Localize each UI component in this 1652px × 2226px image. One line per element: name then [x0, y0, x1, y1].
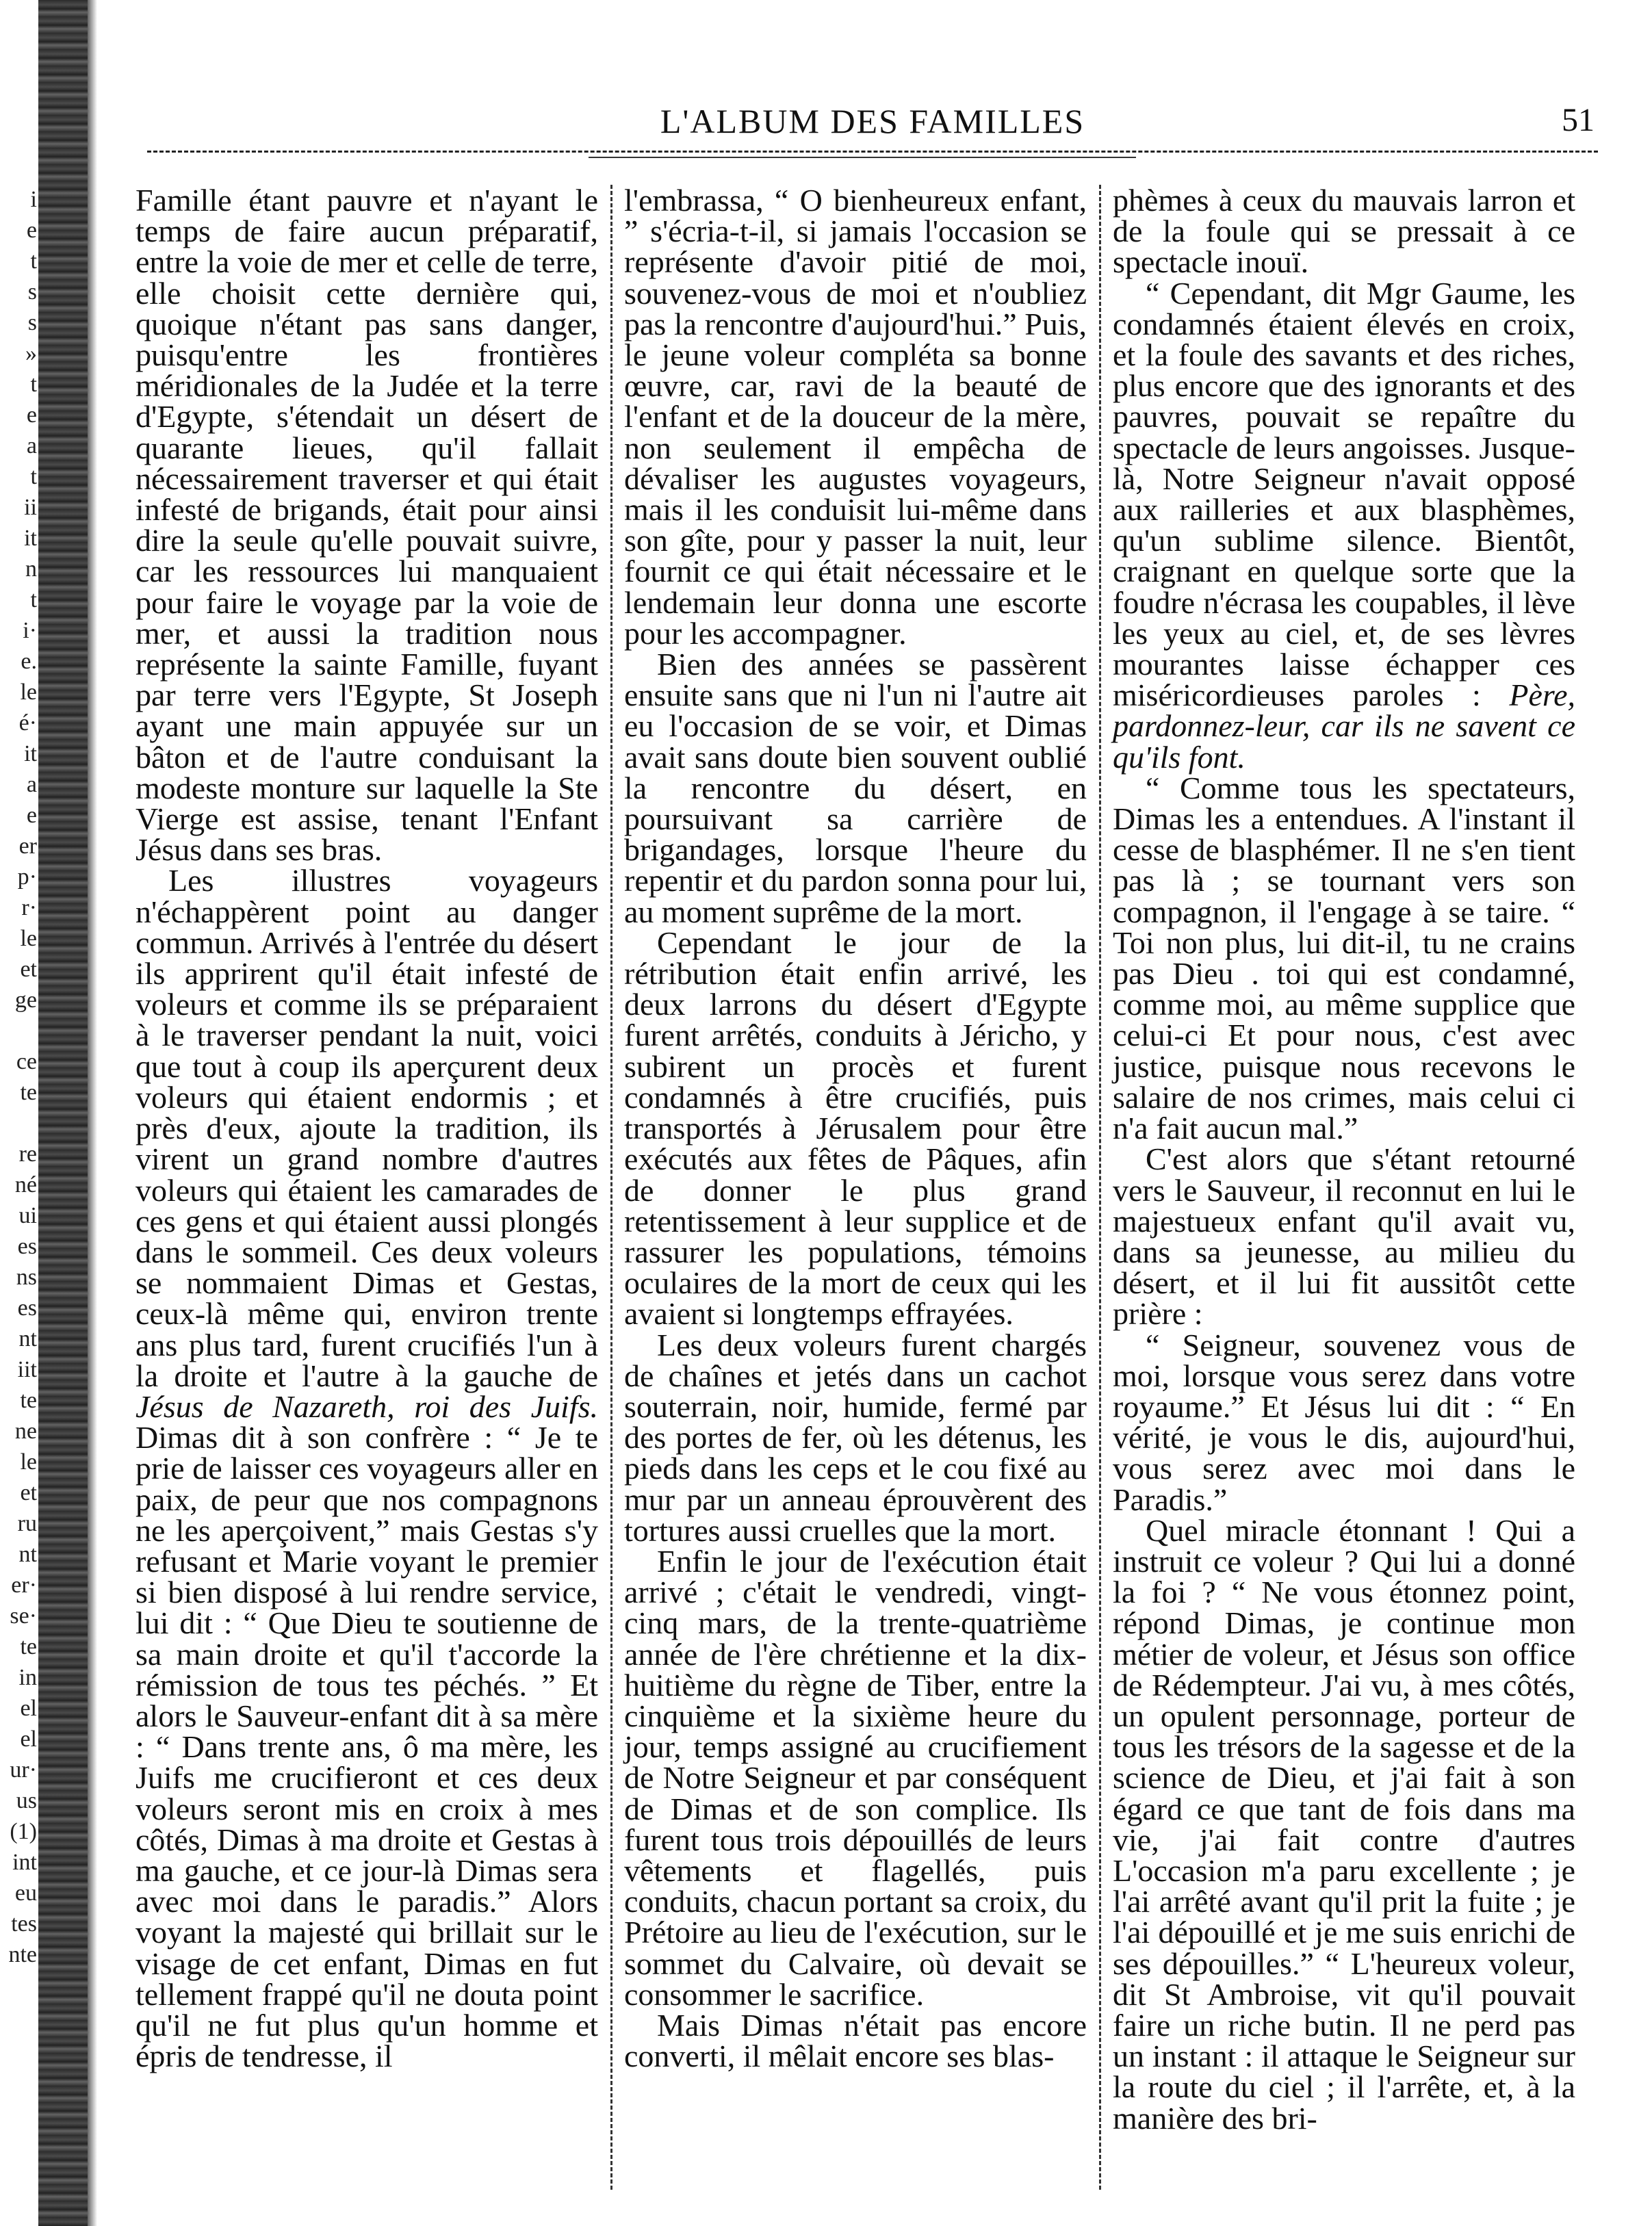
margin-fragment: a: [26, 772, 37, 797]
margin-fragment: n: [25, 556, 37, 582]
margin-fragment: nt: [18, 1542, 37, 1567]
text-run: Les deux voleurs furent chargés de chaînes et jetés dans un cachot souterrain, noir, humide, fermé par des portes de fer, où les détenus, les pieds dans les ceps et le cou fixé au mur par un anneau éprouvèrent des tortures aussi cruelles que la mort.: [624, 1327, 1087, 1548]
margin-fragment: nte: [8, 1942, 37, 1967]
margin-fragment: in: [18, 1665, 37, 1690]
margin-fragment: e: [26, 402, 37, 428]
margin-fragment: [0, 1109, 37, 1139]
binding-shadow: [38, 0, 88, 2226]
margin-fragment: te: [20, 1080, 37, 1105]
paragraph: [1113, 275, 1575, 775]
margin-fragment: »: [25, 341, 37, 366]
text-run: “ Comme tous les spectateurs, Dimas les a entendues. A l'instant il cesse de blasphémer. Il ne s'en tient pas là ; se tournant vers son compagnon, il l'engage à se taire. “ Toi non plus, lui dit-il, tu ne crains pas Dieu . toi qui est condamné, comme moi, au même supplice que celui-ci Et pour nous, c'est avec justice, puisque nous recevons le salaire de nos crimes, mais celui ci n'a fait aucun mal.”: [1113, 770, 1575, 1146]
italic-run: Jésus de Nazareth, roi des Juifs.: [135, 1388, 598, 1424]
running-title: L'ALBUM DES FAMILLES: [660, 102, 1085, 140]
margin-fragment: e.: [21, 649, 37, 674]
paragraph: [624, 185, 1087, 649]
margin-fragment: ce: [16, 1049, 37, 1074]
previous-page-fragments: [0, 185, 37, 1971]
paragraph: [1113, 1512, 1575, 2136]
text-run: Dimas dit à son confrère : “ Je te prie de laisser ces voyageurs aller en paix, de peur que nos compagnons ne les aperçoivent,” mais Gestas s'y refusant et Marie voyant le premier si bien disposé à lui rendre service, lui dit : “ Que Dieu te soutienne de sa main droite et qu'il t'accorde la rémission de tous tes péchés. ” Et alors le Sauveur-enfant dit à sa mère : “ Dans trente ans, ô ma mère, les Juifs me crucifieront et ces deux voleurs seront mis en croix à mes côtés, Dimas à ma droite et Gestas à ma gauche, et ce jour-là Dimas sera avec moi dans le paradis.” Alors voyant la majesté qui brillait sur le visage de cet enfant, Dimas en fut tellement frappé qu'il ne douta point qu'il ne fut plus qu'un homme et épris de tendresse, il: [135, 1420, 598, 2074]
margin-fragment: ns: [16, 1265, 37, 1290]
text-run: Mais Dimas n'était pas encore converti, il mêlait encore ses blas-: [624, 2007, 1087, 2074]
margin-fragment: é·: [18, 710, 37, 736]
margin-fragment: r·: [21, 895, 37, 920]
margin-fragment: i: [30, 187, 37, 212]
paragraph: [624, 1327, 1087, 1548]
margin-fragment: [0, 1016, 37, 1047]
binding-edge: [88, 0, 97, 2226]
paragraph: [624, 2007, 1087, 2074]
margin-fragment: i·: [23, 618, 37, 643]
text-run: Quel miracle étonnant ! Qui a instruit ce voleur ? Qui lui a donné la foi ? “ Ne vous étonnez point, répond Dimas, je continue mon métier de voleur, et Jésus son office de Rédempteur. J'ai vu, à mes côtés, un opulent personnage, porteur de tous les trésors de la sagesse et de la science de Dieu, et j'ai fait à son égard ce que tant de fois dans ma vie, j'ai fait contre d'autres L'occasion m'a paru excellente ; je l'ai arrêté avant qu'il prit la fuite ; je l'ai dépouillé et je me suis enrichi de ses dépouilles.” “ L'heureux voleur, dit St Ambroise, vit qu'il pouvait faire un riche butin. Il ne perd pas un instant : il attaque le Seigneur sur la route du ciel ; il l'arrête, et, à la manière des bri-: [1113, 1512, 1575, 2136]
column-separator: [606, 185, 616, 2190]
margin-fragment: re: [18, 1141, 37, 1167]
column-middle: [616, 185, 1095, 2190]
text-run: “ Cependant, dit Mgr Gaume, les condamnés étaient élevés en croix, et la foule des savants et des riches, plus encore que des ignorants et des pauvres, pouvait se repaître du spectacle de leurs angoisses. Jusque-là, Notre Seigneur n'avait opposé aux railleries et aux blasphèmes, qu'un sublime silence. Bientôt, craignant en quelque sorte que la foudre n'écrasa les coupables, il lève les yeux au ciel, et, de ses lèvres mourantes laisse échapper ces miséricordieuses paroles :: [1113, 275, 1575, 713]
text-run: Bien des années se passèrent ensuite sans que ni l'un ni l'autre ait eu l'occasion de se voir, et Dimas avait sans doute bien souvent oublié la rencontre du désert, en poursuivant sa carrière de brigandages, lorsque l'heure du repentir et du pardon sonna pour lui, au moment suprême de la mort.: [624, 647, 1087, 929]
text-run: C'est alors que s'étant retourné vers le Sauveur, il reconnut en lui le majestueux enfant qu'il avait vu, dans sa jeunesse, au milieu du désert, et il lui fit aussitôt cette prière :: [1113, 1141, 1575, 1332]
margin-fragment: int: [12, 1850, 37, 1875]
margin-fragment: el: [20, 1726, 37, 1752]
paragraph: [1113, 1141, 1575, 1332]
margin-fragment: er·: [11, 1573, 37, 1598]
text-columns: [127, 185, 1605, 2190]
paragraph: [135, 863, 598, 2074]
margin-fragment: a: [26, 433, 37, 458]
margin-fragment: t: [30, 372, 37, 397]
text-run: Enfin le jour de l'exécution était arrivé ; c'était le vendredi, vingt-cinq mars, de la trente-quatrième année de l'ère chrétienne et la dix-huitième du règne de Tiber, entre la cinquième et la sixième heure du jour, temps assigné au crucifiement de Notre Seigneur et par conséquent de Dimas et de son complice. Ils furent tous trois dépouillés de leurs vêtements et flagellés, puis conduits, chacun portant sa croix, du Prétoire au lieu de l'exécution, sur le sommet du Calvaire, où devait se consommer le sacrifice.: [624, 1543, 1087, 2012]
paragraph: [624, 1543, 1087, 2012]
margin-fragment: te: [20, 1388, 37, 1413]
paragraph: [624, 924, 1087, 1332]
margin-fragment: ii: [24, 495, 37, 520]
margin-fragment: t: [30, 248, 37, 274]
text-run: Les illustres voyageurs n'échappèrent point au danger commun. Arrivés à l'entrée du désert ils apprirent qu'il était infesté de voleurs et comme ils se préparaient à le traverser pendant la nuit, voici que tout à coup ils aperçurent deux voleurs qui étaient endormis ; et près d'eux, ajoute la tradition, ils virent un grand nombre d'autres voleurs qui étaient les camarades de ces gens et qui étaient aussi plongés dans le sommeil. Ces deux voleurs se nommaient Dimas et Gestas, ceux-là même qui, environ trente ans plus tard, furent crucifiés l'un à la droite et l'autre à la gauche de: [135, 863, 598, 1393]
margin-fragment: te: [20, 1634, 37, 1659]
text-run: Cependant le jour de la rétribution était enfin arrivé, les deux larrons du désert d'Egypte furent arrêtés, conduits à Jéricho, y subirent un procès et furent condamnés à être crucifiés, puis transportés à Jérusalem pour être exécutés aux fêtes de Pâques, afin de donner le plus grand retentissement à leur supplice et de rassurer les populations, témoins oculaires de la mort de ceux qui les avaient si longtemps effrayées.: [624, 924, 1087, 1332]
margin-fragment: le: [20, 926, 37, 951]
margin-fragment: ui: [18, 1203, 37, 1228]
column-separator: [1095, 185, 1105, 2190]
margin-fragment: né: [14, 1172, 37, 1198]
text-run: phèmes à ceux du mauvais larron et de la foule qui se pressait à ce spectacle inouï.: [1113, 183, 1575, 280]
margin-fragment: t: [30, 587, 37, 612]
italic-run: Père, pardonnez-leur, car ils ne savent ce qu'ils font.: [1113, 677, 1575, 775]
margin-fragment: (1): [10, 1819, 37, 1844]
margin-fragment: e: [26, 803, 37, 828]
text-run: l'embrassa, “ O bienheureux enfant, ” s'écria-t-il, si jamais l'occasion se représente d'avoir pitié de moi, souvenez-vous de moi et n'oubliez pas la rencontre d'aujourd'hui.” Puis, le jeune voleur compléta sa bonne œuvre, car, ravi de la beauté de l'enfant et de la douceur de la mère, non seulement il empêcha de dévaliser les augustes voyageurs, mais il les conduisit lui-même dans son gîte, pour y passer la nuit, leur fournit ce qui était nécessaire et le lendemain leur donna une escorte pour les accompagner.: [624, 183, 1087, 651]
margin-fragment: et: [20, 957, 37, 982]
margin-fragment: es: [17, 1295, 37, 1321]
margin-fragment: nt: [18, 1326, 37, 1351]
header-rule-ornament: [589, 157, 1136, 158]
margin-fragment: t: [30, 464, 37, 489]
column-left: [127, 185, 606, 2190]
margin-fragment: ge: [14, 987, 37, 1013]
margin-fragment: us: [16, 1788, 37, 1813]
paragraph: [624, 649, 1087, 927]
margin-fragment: tes: [11, 1911, 37, 1937]
margin-fragment: e: [26, 218, 37, 243]
margin-fragment: er: [18, 833, 37, 859]
margin-fragment: s: [27, 310, 37, 335]
paragraph: [1113, 185, 1575, 278]
paragraph: [1113, 1327, 1575, 1517]
page-number: 51: [1562, 102, 1595, 138]
margin-fragment: ur·: [10, 1757, 37, 1783]
text-run: Famille étant pauvre et n'ayant le temps de faire aucun préparatif, entre la voie de mer et celle de terre, elle choisit cette dernière qui, quoique n'étant pas sans danger, puisqu'entre les frontières méridionales de la Judée et la terre d'Egypte, s'étendait un désert de quarante lieues, qu'il fallait nécessairement traverser et qui était infesté de brigands, était pour ainsi dire la seule qu'elle pouvait suivre, car les ressources lui manquaient pour faire le voyage par la voie de mer, et aussi la tradition nous représente la sainte Famille, fuyant par terre vers l'Egypte, St Joseph ayant une main appuyée sur un bâton et de l'autre conduisant la modeste monture sur laquelle la Ste Vierge est assise, tenant l'Enfant Jésus dans ses bras.: [135, 183, 598, 868]
header-rule: [147, 151, 1598, 153]
margin-fragment: iit: [17, 1357, 37, 1382]
margin-fragment: it: [24, 741, 37, 766]
margin-fragment: ne: [14, 1419, 37, 1444]
margin-fragment: le: [20, 680, 37, 705]
page-header: [137, 101, 1608, 149]
margin-fragment: s: [27, 279, 37, 305]
margin-fragment: se·: [10, 1603, 37, 1629]
margin-fragment: it: [24, 526, 37, 551]
margin-fragment: le: [20, 1449, 37, 1475]
margin-fragment: p·: [17, 864, 37, 890]
margin-fragment: eu: [14, 1880, 37, 1906]
margin-fragment: et: [20, 1480, 37, 1505]
paragraph: [1113, 770, 1575, 1146]
paragraph: [135, 183, 598, 868]
column-right: [1105, 185, 1584, 2190]
margin-fragment: el: [20, 1696, 37, 1721]
margin-fragment: ru: [17, 1511, 37, 1536]
text-run: “ Seigneur, souvenez vous de moi, lorsque vous serez dans votre royaume.” Et Jésus lui dit : “ En vérité, je vous le dis, aujourd'hui, vous serez avec moi dans le Paradis.”: [1113, 1327, 1575, 1517]
margin-fragment: es: [17, 1234, 37, 1259]
